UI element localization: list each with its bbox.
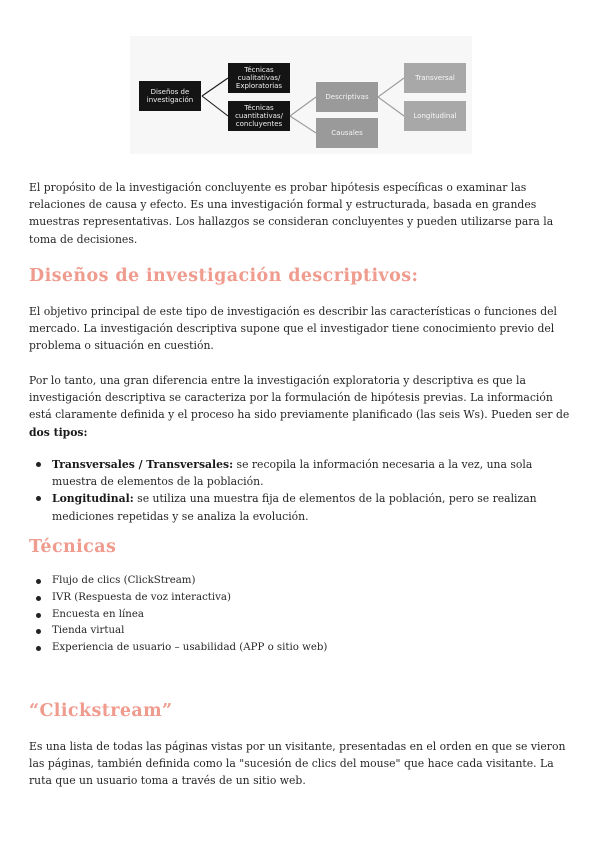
tecnica-label: Experiencia de usuario – usabilidad (APP o sitio web) [52,642,328,654]
type-term: Longitudinal: [52,492,134,506]
bullet-icon [36,613,41,618]
node-transversal: Transversal [404,63,466,93]
research-design-diagram [130,36,472,154]
node-causales: Causales [316,118,378,148]
bullet-icon [36,579,41,584]
connector-descriptivas-longitudinal [378,97,404,116]
descriptivos-paragraph-2 [29,372,574,441]
heading-clickstream: “Clickstream” [29,701,173,721]
connector-root-a [202,78,228,96]
list-item [29,607,574,624]
type-desc: se utiliza una muestra fija de elementos de la población, pero se realizan mediciones repetidas y se analiza la evolución. [52,492,537,523]
tecnica-label: Flujo de clics (ClickStream) [52,575,196,586]
descriptivos-p2-bold: dos tipos: [29,425,88,439]
node-quantitative: Técnicas cuantitativas/ concluyentes [228,101,290,131]
tecnica-label: IVR (Respuesta de voz interactiva) [52,591,231,603]
type-desc: se recopila la información necesaria a la vez, una sola muestra de elementos de la población. [52,458,533,489]
node-qualitative: Técnicas cualitativas/ Exploratorias [228,63,290,93]
descriptivos-paragraph-1: El objetivo principal de este tipo de investigación es describir las características o funciones del mercado. La investigación descriptiva supone que el investigador tiene conocimiento previo del problema o situación en cuestión. [29,305,557,353]
bullet-icon [36,646,41,651]
connector-b-causales [290,116,316,133]
bullet-icon [36,462,41,467]
list-item [29,623,574,640]
node-longitudinal: Longitudinal [404,101,466,131]
bullet-icon [36,629,41,634]
types-list [29,456,574,525]
list-item [29,573,574,590]
list-item [29,590,574,607]
type-term: Transversales / Transversales: [52,458,234,471]
bullet-icon [36,496,41,501]
clickstream-paragraph: Es una lista de todas las páginas vistas por un visitante, presentadas en el orden en que se vieron las páginas, también definida como la "sucesión de clics del mouse" que hace cada visitante. La ruta que un usuario toma a través de un sitio web. [29,740,566,788]
connector-b-descriptivas [290,97,316,116]
list-item [29,456,574,490]
tecnica-label: Tienda virtual [52,625,125,637]
bullet-icon [36,596,41,601]
node-descriptivas: Descriptivas [316,82,378,112]
tecnica-label: Encuesta en línea [52,608,144,620]
heading-tecnicas: Técnicas [29,537,117,557]
heading-descriptivos: Diseños de investigación descriptivos: [29,266,419,286]
connector-root-b [202,96,228,116]
node-root: Diseños de investigación [139,81,201,111]
intro-paragraph: El propósito de la investigación concluyente es probar hipótesis específicas o examinar las relaciones de causa y efecto. Es una investigación formal y estructurada, basada en grandes muestras representativas. Los hallazgos se consideran concluyentes y pueden utilizarse para la toma de decisiones. [29,181,554,246]
descriptivos-p2-text: Por lo tanto, una gran diferencia entre la investigación exploratoria y descriptiva es que la investigación descriptiva se caracteriza por la formulación de hipótesis previas. La información está claramente definida y el proceso ha sido previamente planificado (las seis Ws). Pueden ser de [29,374,570,422]
list-item [29,490,574,524]
connector-descriptivas-transversal [378,78,404,97]
list-item [29,640,574,657]
tecnicas-list [29,573,574,657]
